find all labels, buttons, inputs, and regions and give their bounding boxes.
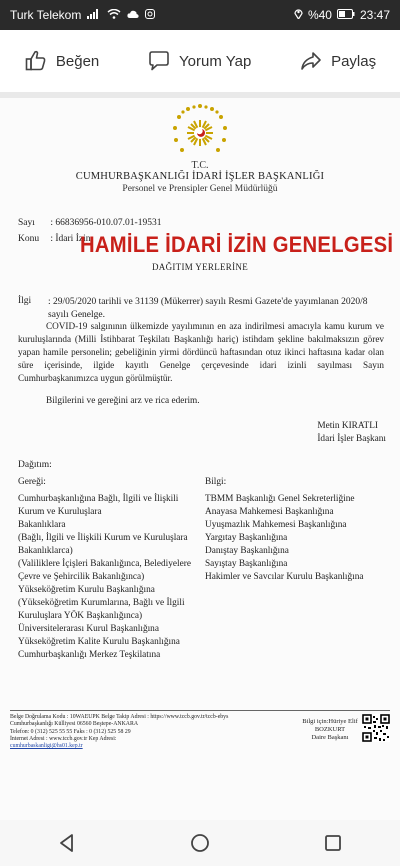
like-label: Beğen [55,52,100,70]
bilgi-label: Bilgi: [205,477,227,487]
konu-value: : İdari İzin [50,234,91,244]
share-label: Paylaş [331,52,377,70]
battery-percent: %40 [307,8,332,22]
list-item: Yükseköğretim Kurulu Başkanlığına [18,585,155,595]
cloud-icon [127,8,139,22]
list-item: Sayıştay Başkanlığına [205,559,288,569]
battery-icon [337,8,355,22]
footer-right-line: Daire Başkanı [311,734,349,741]
post-action-bar [0,30,400,93]
list-item: Cumhurbaşkanlığına Bağlı, İlgili ve İlişkili [18,494,179,504]
status-bar [0,0,400,30]
tc-label: T.C. [191,160,209,171]
list-item: (Yükseköğretim Kurumlarına, Bağlı ve İlgili [18,598,185,608]
footer-divider [10,710,390,711]
document-top-strip [0,92,400,98]
list-item: Bakanlıklarca) [18,546,73,556]
footer-right-line: BOZKURT [314,726,346,733]
list-item: TBMM Başkanlığı Genel Sekreterliğine [205,494,355,504]
list-item: Üniversitelerarası Kurul Başkanlığına [18,624,159,634]
location-icon [294,8,303,22]
clock: 23:47 [359,8,390,22]
konu-label: Konu [18,234,40,244]
share-icon [299,49,323,73]
red-overlay-title: HAMİLE İDARİ İZİN GENELGESİ [80,232,394,257]
qr-code-icon [362,714,390,742]
list-item: Anayasa Mahkemesi Başkanlığına [205,507,334,517]
footer-line: Telefon: 0 (312) 525 55 55 Faks : 0 (312) 525 58 29 [10,728,131,735]
list-item: (Valiliklere İçişleri Bakanlığınca, Belediyelere [18,559,191,569]
list-item: Çevre ve Şehircilik Bakanlığınca) [18,572,145,582]
instagram-icon [145,8,155,22]
dagitim-yerlerine: DAĞITIM YERLERİNE [151,262,248,272]
wifi-icon [107,8,121,22]
geregi-column [18,476,203,662]
comment-button[interactable] [147,49,251,73]
comment-icon [147,49,171,73]
list-item: Bakanlıklara [18,520,66,530]
signer-title: İdari İşler Başkanı [317,434,386,444]
org-name: CUMHURBAŞKANLIĞI İDARİ İŞLER BAŞKANLIĞI [75,171,325,182]
signal-icon [87,8,101,22]
ilgi-text: : 29/05/2020 tarihli ve 31139 (Mükerrer) sayılı Resmi Gazete'de yayımlanan 2020/8 sayılı Genelge. [48,297,368,320]
sayi-label: Sayı [18,218,35,228]
dagitim-label: Dağıtım: [18,460,52,470]
footer-line: İnternet Adresi : www.tccb.gov.tr Kep Adresi: [10,735,117,742]
like-button[interactable] [24,49,99,73]
geregi-label: Gereği: [18,477,46,487]
body-paragraph: COVID-19 salgınının ülkemizde yayılımının en aza indirilmesi amacıyla kamu kurum ve kuruluşlarında (Milli İstihbarat Teşkilatı Başkanlığı hariç) istihdam şekline bakılmaksızın görev yapan hamile personelin; gebeliğinin yirmi dördüncü haftasından otuz ikinci haftasına kadar olan süre içerisinde, ilgide kayıtlı Genelge çerçevesinde idari izinli sayılması Sayın Cumhurbaşkanımızca uygun görülmüştür. [18,321,384,383]
carrier-label: Turk Telekom [10,8,82,22]
home-icon[interactable] [189,832,211,854]
list-item: Kurum ve Kuruluşlara [18,507,102,517]
share-button[interactable] [299,49,376,73]
comment-label: Yorum Yap [179,52,252,70]
list-item: (Bağlı, İlgili ve İlişkili Kurum ve Kuruluşlara [18,533,188,543]
sayi-row [18,218,161,228]
presidential-seal-icon [168,100,232,164]
list-item: Yargıtay Başkanlığına [205,533,288,543]
footer-line: Belge Doğrulama Kodu : 10WAEUPK Belge Takip Adresi : https://www.tccb.gov.tr/tccb-ebys [10,714,229,720]
back-icon[interactable] [56,832,78,854]
signer-block [317,420,386,446]
list-item: Yükseköğretim Kalite Kurulu Başkanlığına [18,637,180,647]
footer-right-line: Bilgi için:Hüriye Elif [302,718,358,725]
thumbs-up-icon [24,49,48,73]
footer-contact-person [300,718,360,742]
list-item: Hakimler ve Savcılar Kurulu Başkanlığına [205,572,364,582]
recent-apps-icon[interactable] [322,832,344,854]
footer-line: Cumhurbaşkanlığı Külliyesi 06560 Beştepe-ANKARA [10,721,139,728]
list-item: Kuruluşlara YÖK Başkanlığınca) [18,611,143,621]
footer-contact [10,714,250,750]
bilgi-column [205,476,390,584]
system-nav-bar [0,820,400,866]
ilgi-label: İlgi [18,296,32,306]
closing-sentence: Bilgilerini ve gereğini arz ve rica ederim. [46,396,200,406]
department-name: Personel ve Prensipler Genel Müdürlüğü [122,184,278,194]
sayi-value: : 66836956-010.07.01-19531 [50,218,162,228]
list-item: Uyuşmazlık Mahkemesi Başkanlığına [205,520,347,530]
signer-name: Metin KIRATLI [317,421,379,431]
list-item: Danıştay Başkanlığına [205,546,289,556]
footer-kep-link: cumhurbaskanligi@hs01.kep.tr [10,743,83,750]
list-item: Cumhurbaşkanlığı Merkez Teşkilatına [18,650,161,660]
